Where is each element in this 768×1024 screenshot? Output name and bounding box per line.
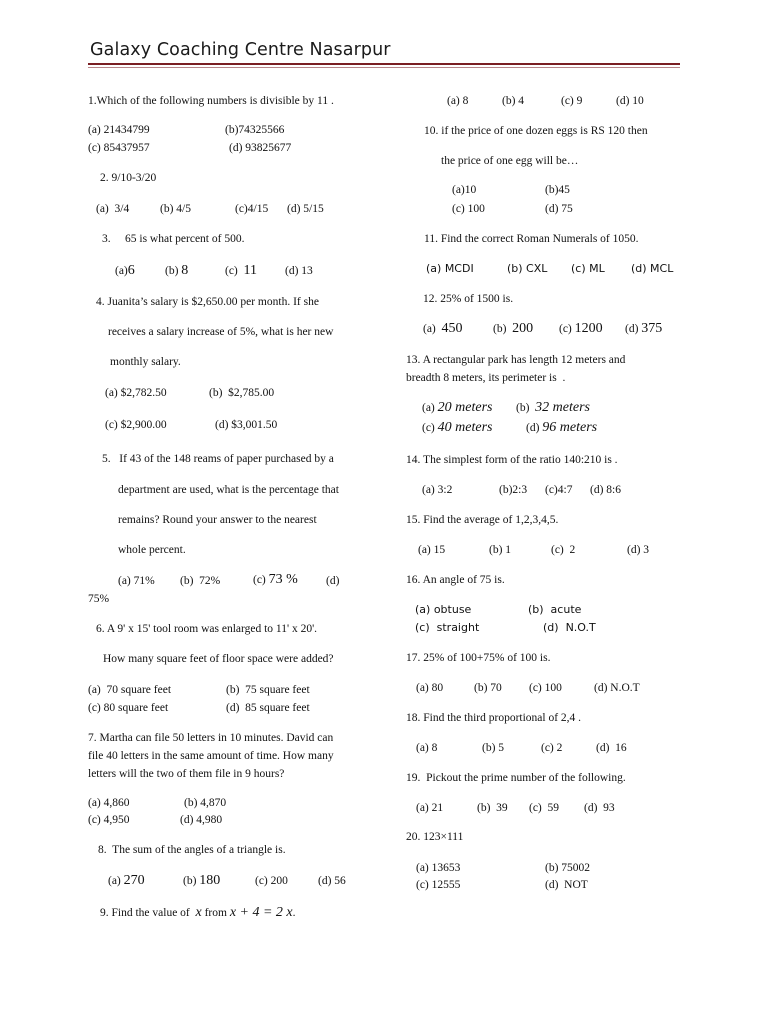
q3-option-d: (d) 13 [285, 265, 313, 277]
q5-option-b: (b) 72% [180, 575, 221, 587]
q19-option-a: (a) 21 [416, 802, 444, 814]
q13-option-d: (d) 96 meters [526, 420, 598, 435]
q3-option-b: (b) 8 [165, 263, 189, 278]
q14-option-b: (b)2:3 [499, 484, 528, 496]
question-7-line-1: 7. Martha can file 50 letters in 10 minutes. David can [88, 732, 334, 744]
q14-option-c: (c)4:7 [545, 484, 573, 496]
q6-option-b: (b) 75 square feet [226, 684, 310, 696]
q8-option-c: (c) 200 [255, 875, 288, 887]
question-3: 3. 65 is what percent of 500. [102, 233, 245, 245]
q4-option-c: (c) $2,900.00 [105, 419, 167, 431]
q11-option-b: (b) CXL [507, 262, 548, 275]
question-17: 17. 25% of 100+75% of 100 is. [406, 652, 551, 664]
q3-option-a: (a)6 [115, 263, 135, 278]
question-8: 8. The sum of the angles of a triangle is. [98, 844, 286, 856]
q9-option-b: (b) 4 [502, 95, 525, 107]
q20-option-d: (d) NOT [545, 879, 588, 891]
question-6-line-2: How many square feet of floor space were added? [103, 653, 334, 665]
q19-option-b: (b) 39 [477, 802, 508, 814]
question-4-line-2: receives a salary increase of 5%, what is her new [108, 326, 334, 338]
q10-option-c: (c) 100 [452, 203, 485, 215]
q20-option-c: (c) 12555 [416, 879, 461, 891]
q13-option-b: (b) 32 meters [516, 400, 590, 415]
q16-option-d: (d) N.O.T [543, 621, 596, 634]
question-5-line-2: department are used, what is the percentage that [118, 484, 339, 496]
q2-option-a: (a) 3/4 [96, 203, 130, 215]
question-13-line-2: breadth 8 meters, its perimeter is . [406, 372, 566, 384]
q8-option-a: (a) 270 [108, 873, 145, 888]
q4-option-b: (b) $2,785.00 [209, 387, 275, 399]
header-rule-thin [88, 67, 680, 68]
q2-option-b: (b) 4/5 [160, 203, 191, 215]
question-10-line-2: the price of one egg will be… [441, 155, 579, 167]
q19-option-c: (c) 59 [529, 802, 560, 814]
q16-option-c: (c) straight [415, 621, 480, 634]
q14-option-d: (d) 8:6 [590, 484, 621, 496]
q2-option-c: (c)4/15 [235, 203, 269, 215]
q10-option-b: (b)45 [545, 184, 570, 196]
q16-option-b: (b) acute [528, 603, 582, 616]
q10-option-a: (a)10 [452, 184, 477, 196]
q18-option-d: (d) 16 [596, 742, 627, 754]
q2-option-d: (d) 5/15 [287, 203, 324, 215]
q6-option-a: (a) 70 square feet [88, 684, 172, 696]
q17-option-b: (b) 70 [474, 682, 502, 694]
q17-option-c: (c) 100 [529, 682, 562, 694]
q1-option-a: (a) 21434799 [88, 124, 150, 136]
question-13-line-1: 13. A rectangular park has length 12 meters and [406, 354, 626, 366]
q12-option-a: (a) 450 [423, 321, 463, 336]
q15-option-b: (b) 1 [489, 544, 512, 556]
q8-option-d: (d) 56 [318, 875, 346, 887]
page-title: Galaxy Coaching Centre Nasarpur [90, 40, 391, 60]
q15-option-d: (d) 3 [627, 544, 650, 556]
question-5-line-1: 5. If 43 of the 148 reams of paper purchased by a [102, 453, 334, 465]
question-1: 1.Which of the following numbers is divisible by 11 . [88, 95, 334, 107]
q4-option-a: (a) $2,782.50 [105, 387, 167, 399]
question-4-line-1: 4. Juanita’s salary is $2,650.00 per month. If she [96, 296, 319, 308]
q7-option-a: (a) 4,860 [88, 797, 130, 809]
q8-option-b: (b) 180 [183, 873, 221, 888]
q17-option-d: (d) N.O.T [594, 682, 640, 694]
q4-option-d: (d) $3,001.50 [215, 419, 278, 431]
q15-option-a: (a) 15 [418, 544, 446, 556]
q18-option-a: (a) 8 [416, 742, 438, 754]
variable-x: x [195, 905, 202, 920]
header-rule [88, 63, 680, 65]
question-16: 16. An angle of 75 is. [406, 574, 505, 586]
q1-option-b: (b)74325566 [225, 124, 285, 136]
q5-option-a: (a) 71% [118, 575, 155, 587]
q12-option-b: (b) 200 [493, 321, 534, 336]
question-10-line-1: 10. if the price of one dozen eggs is RS 120 then [424, 125, 648, 137]
equation: x + 4 = 2 x [229, 905, 293, 920]
question-4-line-3: monthly salary. [110, 356, 181, 368]
question-12: 12. 25% of 1500 is. [423, 293, 514, 305]
q16-option-a: (a) obtuse [415, 603, 472, 616]
question-15: 15. Find the average of 1,2,3,4,5. [406, 514, 559, 526]
q1-option-d: (d) 93825677 [229, 142, 292, 154]
q5-option-d-value: 75% [88, 593, 110, 605]
question-20: 20. 123×111 [406, 831, 464, 843]
q7-option-b: (b) 4,870 [184, 797, 227, 809]
q9-option-c: (c) 9 [561, 95, 583, 107]
q11-option-a: (a) MCDI [426, 262, 474, 275]
q10-option-d: (d) 75 [545, 203, 573, 215]
q11-option-d: (d) MCL [631, 262, 674, 275]
q17-option-a: (a) 80 [416, 682, 444, 694]
q9-option-d: (d) 10 [616, 95, 644, 107]
q1-option-c: (c) 85437957 [88, 142, 150, 154]
q6-option-c: (c) 80 square feet [88, 702, 169, 714]
question-9: 9. Find the value of x from x + 4 = 2 x. [100, 905, 296, 920]
q7-option-d: (d) 4,980 [180, 814, 223, 826]
q12-option-c: (c) 1200 [559, 321, 603, 336]
q5-option-c: (c) 73 % [253, 572, 298, 587]
q7-option-c: (c) 4,950 [88, 814, 130, 826]
question-14: 14. The simplest form of the ratio 140:210 is . [406, 454, 618, 466]
q15-option-c: (c) 2 [551, 544, 576, 556]
q12-option-d: (d) 375 [625, 321, 663, 336]
q14-option-a: (a) 3:2 [422, 484, 453, 496]
question-7-line-3: letters will the two of them file in 9 hours? [88, 768, 285, 780]
question-18: 18. Find the third proportional of 2,4 . [406, 712, 582, 724]
q13-option-c: (c) 40 meters [422, 420, 493, 435]
q3-option-c: (c) 11 [225, 263, 257, 278]
question-7-line-2: file 40 letters in the same amount of time. How many [88, 750, 334, 762]
question-11: 11. Find the correct Roman Numerals of 1050. [424, 233, 639, 245]
q18-option-c: (c) 2 [541, 742, 563, 754]
q9-option-a: (a) 8 [447, 95, 469, 107]
question-5-line-4: whole percent. [118, 544, 186, 556]
q6-option-d: (d) 85 square feet [226, 702, 310, 714]
q20-option-b: (b) 75002 [545, 862, 591, 874]
question-6-line-1: 6. A 9' x 15' tool room was enlarged to 11' x 20'. [96, 623, 318, 635]
q19-option-d: (d) 93 [584, 802, 615, 814]
q13-option-a: (a) 20 meters [422, 400, 493, 415]
q20-option-a: (a) 13653 [416, 862, 461, 874]
question-2: 2. 9/10-3/20 [100, 172, 157, 184]
q5-option-d: (d) [326, 575, 340, 587]
question-19: 19. Pickout the prime number of the following. [406, 772, 626, 784]
q18-option-b: (b) 5 [482, 742, 505, 754]
q11-option-c: (c) ML [571, 262, 605, 275]
question-5-line-3: remains? Round your answer to the nearest [118, 514, 317, 526]
